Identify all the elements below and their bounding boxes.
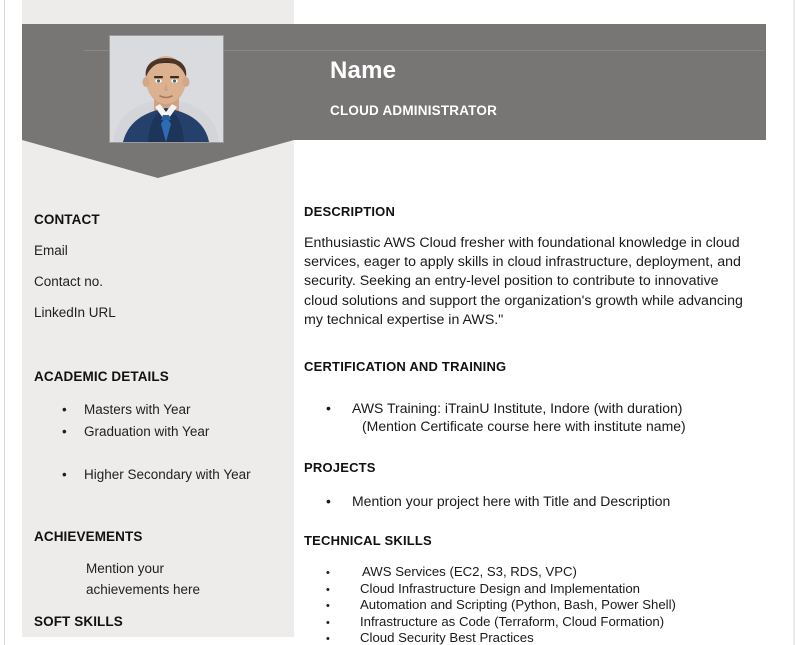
section-heading-contact: CONTACT [34,212,100,227]
academic-item-graduation [62,424,209,439]
academic-item-label: Higher Secondary with Year [84,467,251,482]
technical-skill-label: Infrastructure as Code (Terraform, Cloud Formation) [360,613,665,629]
technical-skill-label: AWS Services (EC2, S3, RDS, VPC) [362,564,577,579]
description-line: Enthusiastic AWS Cloud fresher with foundational knowledge in cloud [304,235,740,251]
resume-document [22,0,790,645]
project-item [326,491,670,511]
bullet-icon: • [62,467,67,482]
description-line: my technical expertise in AWS." [304,311,504,328]
section-heading-description: DESCRIPTION [304,204,396,219]
technical-skill-item [326,630,795,645]
contact-item-phone: Contact no. [34,274,104,289]
technical-skill-item [326,597,795,614]
academic-item-higher-secondary [62,467,251,482]
bullet-icon: • [326,583,330,596]
contact-item-email: Email [34,243,68,258]
project-item-label: Mention your project here with Title and Description [352,493,671,509]
achievements-line-1: Mention your [86,561,165,576]
contact-item-linkedin: LinkedIn URL [34,305,116,320]
academic-item-label: Graduation with Year [84,424,210,439]
section-heading-achievements: ACHIEVEMENTS [34,529,143,544]
bullet-icon: • [326,616,330,629]
technical-skill-label: Cloud Security Best Practices [360,630,534,645]
description-line: services, eager to apply skills in cloud infrastructure, deployment, and [304,254,741,271]
description-line: cloud solutions and support the organization's growth while advancing [304,292,743,309]
bullet-icon: • [62,424,67,439]
achievements-line-2: achievements here [86,582,201,597]
bullet-icon: • [326,600,330,612]
bullet-icon: • [326,567,330,579]
technical-skills-list [326,564,795,645]
certification-item-label: AWS Training: iTrainU Institute, Indore (with duration) [352,400,683,416]
section-heading-technical-skills: TECHNICAL SKILLS [304,533,432,548]
bullet-icon: • [326,400,331,416]
description-body [304,234,774,330]
candidate-name: Name [330,57,397,84]
section-heading-academic: ACADEMIC DETAILS [34,369,169,384]
section-heading-certification: CERTIFICATION AND TRAINING [304,359,507,374]
section-heading-soft-skills: SOFT SKILLS [34,614,123,629]
section-heading-projects: PROJECTS [304,460,376,475]
technical-skill-label: Cloud Infrastructure Design and Implementation [360,580,641,596]
certification-continuation: (Mention Certificate course here with institute name) [362,418,686,434]
technical-skill-label: Automation and Scripting (Python, Bash, Power Shell) [360,597,676,612]
academic-item-label: Masters with Year [84,402,191,417]
technical-skill-item [326,614,795,631]
bullet-icon: • [326,493,331,509]
technical-skill-item [326,581,795,598]
candidate-role: CLOUD ADMINISTRATOR [330,103,498,118]
page-border-left [4,0,5,645]
bullet-icon: • [326,633,330,645]
profile-photo [110,36,223,142]
description-line: security. Seeking an entry-level position to contribute to innovative [304,273,719,290]
bullet-icon: • [62,402,67,417]
technical-skill-item [326,564,795,581]
academic-item-masters [62,402,191,417]
certification-item [326,398,682,418]
